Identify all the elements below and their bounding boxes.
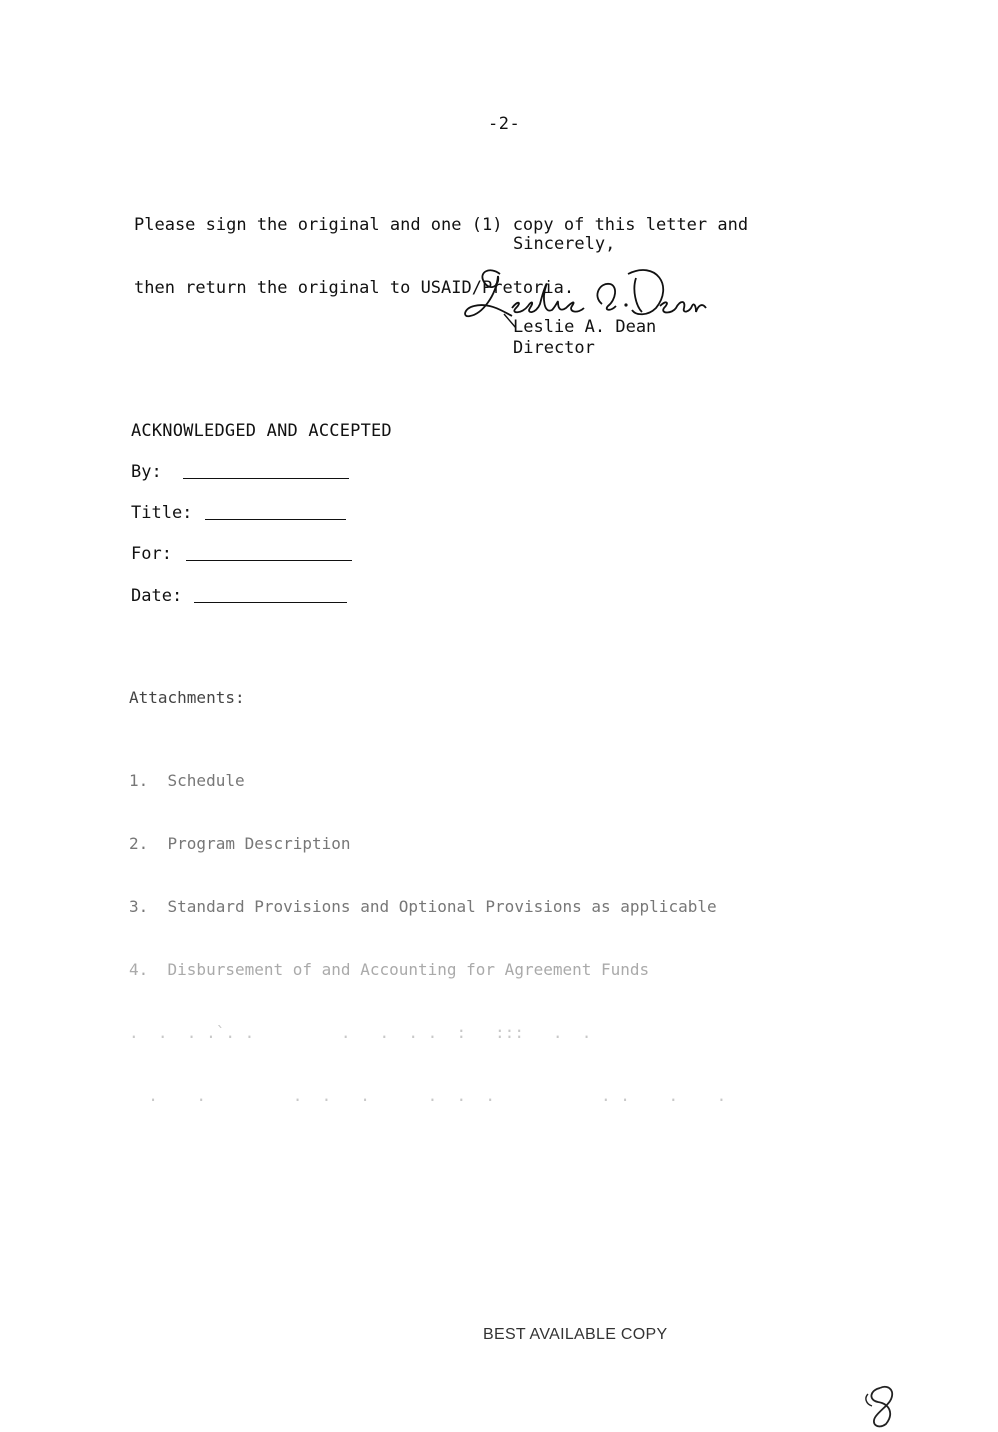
title-field xyxy=(131,503,346,523)
attachment-number: 3. xyxy=(129,897,149,916)
by-label: By: xyxy=(131,462,162,482)
illegible-line: . . . . . . . . . . . . xyxy=(129,1086,727,1105)
title-label: Title: xyxy=(131,503,193,523)
attachment-list xyxy=(129,728,726,1127)
acknowledgement-heading: ACKNOWLEDGED AND ACCEPTED xyxy=(131,421,392,441)
for-signature-line[interactable] xyxy=(186,544,352,561)
body-line-1: Please sign the original and one (1) copy of this letter and xyxy=(134,215,749,235)
signer-block xyxy=(513,317,656,359)
date-signature-line[interactable] xyxy=(194,586,347,603)
illegible-line: . . . .`. . . . . . : ::: . . xyxy=(129,1023,592,1042)
for-field xyxy=(131,544,352,564)
signer-name: Leslie A. Dean xyxy=(513,317,657,337)
attachment-number: 1. xyxy=(129,771,149,790)
best-available-copy-stamp: BEST AVAILABLE COPY xyxy=(483,1326,668,1343)
for-label: For: xyxy=(131,544,172,564)
attachments-heading: Attachments: xyxy=(129,688,245,707)
list-item xyxy=(129,833,726,854)
attachment-text: Program Description xyxy=(167,834,351,853)
attachment-text: Schedule xyxy=(167,771,245,790)
date-label: Date: xyxy=(131,586,183,606)
attachment-number: 4. xyxy=(129,960,149,979)
handwritten-page-mark xyxy=(860,1380,908,1430)
closing-salutation: Sincerely, xyxy=(513,234,616,254)
attachment-text: Standard Provisions and Optional Provisions as applicable xyxy=(167,897,717,916)
attachment-text: Disbursement of and Accounting for Agreement Funds xyxy=(167,960,650,979)
page-number: -2- xyxy=(488,114,521,134)
by-signature-line[interactable] xyxy=(183,462,349,479)
signer-title: Director xyxy=(513,338,595,358)
attachment-number: 2. xyxy=(129,834,149,853)
by-field xyxy=(131,462,349,482)
list-item xyxy=(129,770,726,791)
list-item xyxy=(129,959,726,980)
date-field xyxy=(131,586,347,606)
body-line-2: then return the original to USAID/Pretoria. xyxy=(134,278,575,298)
list-item xyxy=(129,896,726,917)
title-signature-line[interactable] xyxy=(205,503,346,520)
